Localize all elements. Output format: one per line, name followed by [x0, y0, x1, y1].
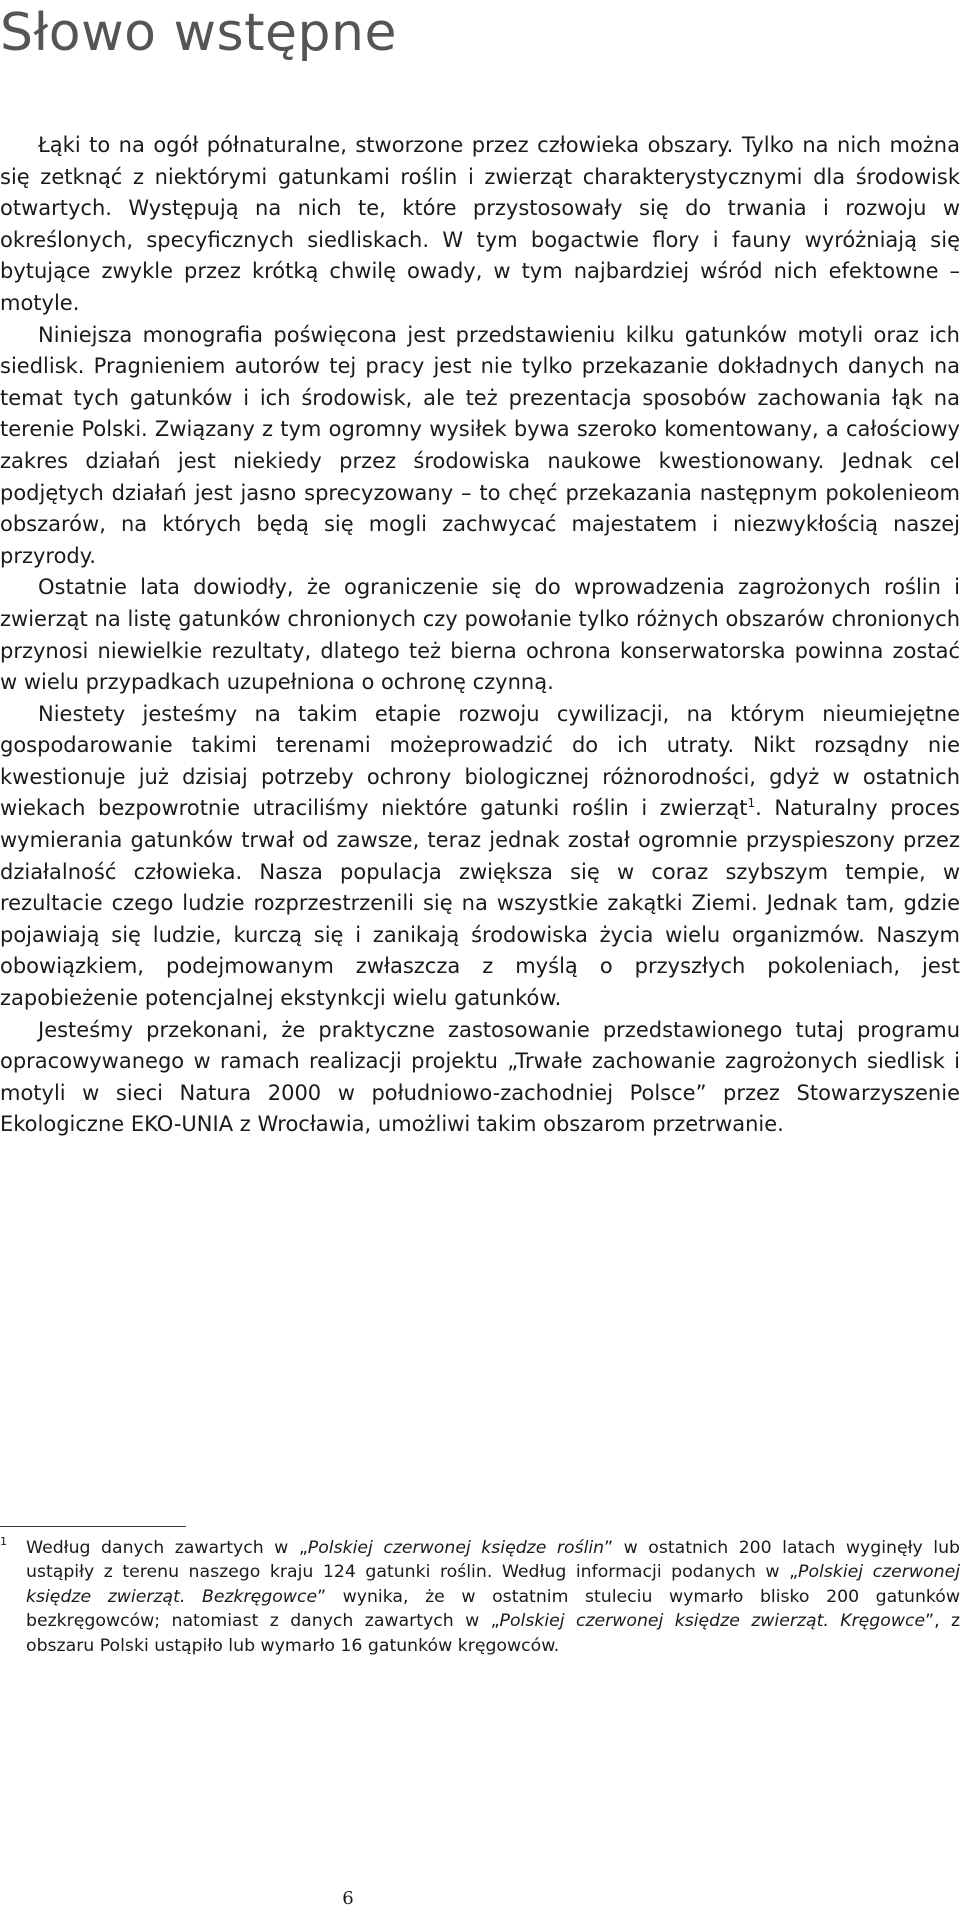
paragraph-extinction-text-after: . Naturalny proces wymierania gatunków trwał od zawsze, teraz jednak został ogromnie przyspieszony przez działalność człowieka. Nasza populacja zwiększa się w coraz szybszym tempie, w rezultacie czego ludzie rozprzestrzenili się na wszystkie zakątki Ziemi. Jednak tam, gdzie pojawiają się ludzie, kurczą się i zanikają środowiska życia wielu organizmów. Naszym obowiązkiem, podejmowanym zwłaszcza z myślą o przyszłych pokoleniach, jest zapobieżenie potencjalnej ekstynkcji wielu gatunków.: [0, 796, 960, 1011]
footnote-divider: [0, 1526, 186, 1527]
paragraph-extinction: [0, 699, 960, 1015]
footnote-number: 1: [0, 1535, 7, 1548]
page-number: 6: [342, 1888, 354, 1909]
footnote: [0, 1536, 960, 1658]
footnote-text-part: ”, z obszaru Polski ustąpiło lub wymarło 16 gatunków kręgowców.: [26, 1611, 960, 1656]
footnote-source-title: Polskiej czerwonej księdze zwierząt. Kręgowce: [499, 1611, 926, 1632]
footnote-text-part: Według danych zawartych w „: [26, 1538, 308, 1558]
footnote-source-title: Polskiej czerwonej księdze zwierząt. Bezkręgowce: [26, 1562, 960, 1607]
paragraph-active-protection: Ostatnie lata dowiodły, że ograniczenie się do wprowadzenia zagrożonych roślin i zwierząt na listę gatunków chronionych czy powołanie tylko różnych obszarów chronionych przynosi niewielkie rezultaty, dlatego też bierna ochrona konserwatorska powinna zostać w wielu przypadkach uzupełniona o ochronę czynną.: [0, 575, 960, 695]
page-title: Słowo wstępne: [0, 3, 397, 63]
paragraph-intro: Łąki to na ogół półnaturalne, stworzone przez człowieka obszary. Tylko na nich można się zetknąć z niektórymi gatunkami roślin i zwierząt charakterystycznymi dla środowisk otwartych. Występują na nich te, które przystosowały się do trwania i rozwoju w określonych, specyficznych siedliskach. W tym bogactwie flory i fauny wyróżniają się bytujące zwykle przez krótką chwilę owady, w tym najbardziej wśród nich efektowne – motyle.: [0, 133, 960, 315]
footnote-text-part: ” w ostatnich 200 latach wyginęły lub ustąpiły z terenu naszego kraju 124 gatunki roślin. Według informacji podanych w „: [26, 1538, 960, 1583]
footnote-text: [0, 1536, 960, 1658]
footnote-reference[interactable]: 1: [747, 796, 756, 811]
paragraph-monograph: Niniejsza monografia poświęcona jest przedstawieniu kilku gatunków motyli oraz ich siedlisk. Pragnieniem autorów tej pracy jest nie tylko przekazanie dokładnych danych na temat tych gatunków i ich środowisk, ale też prezentacja sposobów zachowania łąk na terenie Polski. Związany z tym ogromny wysiłek bywa szeroko komentowany, a całościowy zakres działań jest niekiedy przez środowiska naukowe kwestionowany. Jednak cel podjętych działań jest jasno sprecyzowany – to chęć przekazania następnym pokolenieom obszarów, na których będą się mogli zachwycać majestatem i niezwykłością naszej przyrody.: [0, 322, 960, 568]
footnote-source-title: Polskiej czerwonej księdze roślin: [307, 1538, 605, 1558]
main-text: [0, 130, 960, 1141]
paragraph-conclusion: Jesteśmy przekonani, że praktyczne zastosowanie przedstawionego tutaj programu opracowywanego w ramach realizacji projektu „Trwałe zachowanie zagrożonych siedlisk i motyli w sieci Natura 2000 w południowo-zachodniej Polsce” przez Stowarzyszenie Ekologiczne EKO-UNIA z Wrocławia, umożliwi takim obszarom przetrwanie.: [0, 1017, 960, 1137]
paragraph-extinction-text-before: Niestety jesteśmy na takim etapie rozwoju cywilizacji, na którym nieumiejętne gospodarowanie takimi terenami możeprowadzić do ich utraty. Nikt rozsądny nie kwestionuje już dzisiaj potrzeby ochrony biologicznej różnorodności, gdyż w ostatnich wiekach bezpowrotnie utraciliśmy niektóre gatunki roślin i zwierząt: [0, 701, 960, 821]
footnote-text-part: ” wynika, że w ostatnim stuleciu wymarło blisko 200 gatunków bezkręgowców; natomiast z danych zawartych w „: [26, 1586, 960, 1632]
